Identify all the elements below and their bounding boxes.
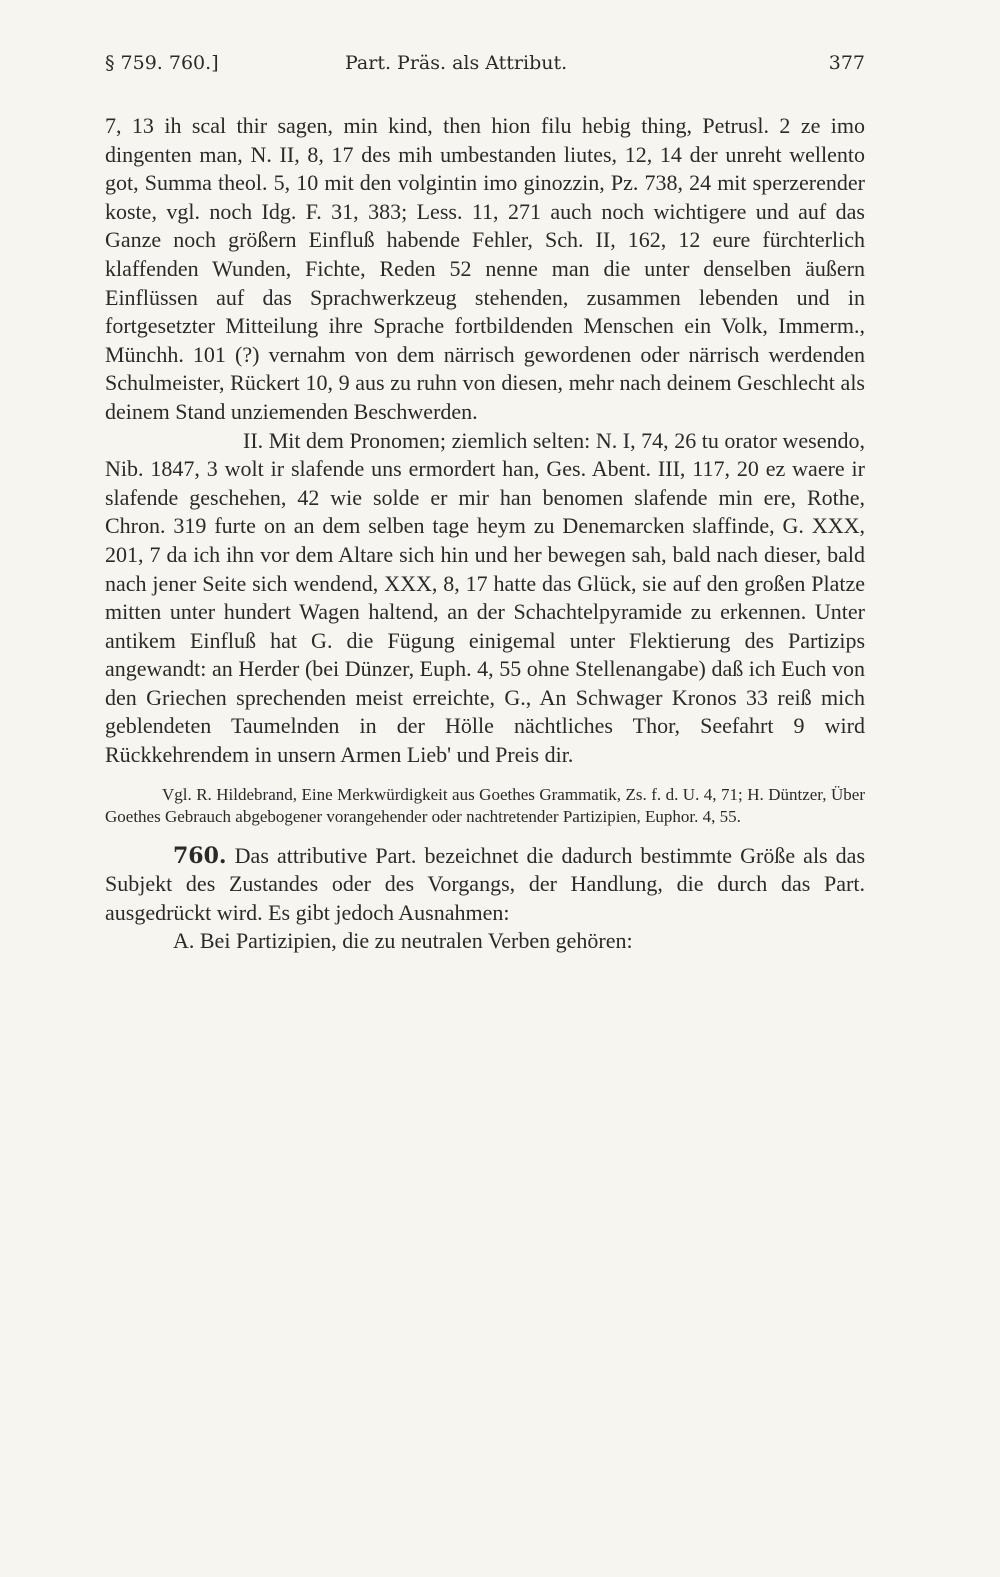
page-number: 377 (828, 52, 865, 74)
section-range: § 759. 760.] (105, 52, 219, 74)
section-760 (105, 842, 865, 928)
section-760-text: Das attributive Part. bezeichnet die dadurch bestimmte Größe als das Subjekt des Zustandes oder des Vorgangs, der Handlung, die durch das Part. ausgedrückt wird. Es gibt jedoch Ausnahmen: (105, 842, 866, 925)
paragraph-pronomen: II. Mit dem Pronomen; ziemlich selten: N. I, 74, 26 tu orator wesendo, Nib. 1847, 3 wolt ir slafende uns ermordert han, Ges. Abent. III, 117, 20 ez waere ir slafende geschehen, 42 wie solde er mir han benomen slafende min ere, Rothe, Chron. 319 furte on an dem selben tage heym zu Denemarcken slaffinde, G. XXX, 201, 7 da ich ihn vor dem Altare sich hin und her bewegen sah, bald nach dieser, bald nach jener Seite sich wendend, XXX, 8, 17 hatte das Glück, sie auf den großen Platze mitten unter hundert Wagen haltend, an der Schachtelpyramide zu erkennen. Unter antikem Einfluß hat G. die Fügung einigemal unter Flektierung des Partizips angewandt: an Herder (bei Dünzer, Euph. 4, 55 ohne Stellenangabe) daß ich Euch von den Griechen sprechenden meist erreichte, G., An Schwager Kronos 33 reiß mich geblendeten Taumelnden in der Hölle nächtliches Thor, Seefahrt 9 wird Rückkehrendem in unsern Armen Lieb' und Preis dir. (105, 427, 865, 768)
running-title: Part. Präs. als Attribut. (345, 52, 568, 74)
bibliographic-note: Vgl. R. Hildebrand, Eine Merkwürdigkeit aus Goethes Grammatik, Zs. f. d. U. 4, 71; H. Düntzer, Über Goethes Gebrauch abgebogener vorangehender oder nachtretender Partizipien, Euphor. 4, 55. (105, 784, 865, 826)
running-header (105, 52, 865, 86)
subsection-a: A. Bei Partizipien, die zu neutralen Verben gehören: (173, 928, 633, 954)
section-number: 760. (173, 842, 227, 869)
main-text (105, 112, 865, 956)
paragraph-examples: 7, 13 ih scal thir sagen, min kind, then hion filu hebig thing, Petrusl. 2 ze imo dingenten man, N. II, 8, 17 des mih umbestanden liutes, 12, 14 der unreht wellento got, Summa theol. 5, 10 mit den volgintin imo ginozzin, Pz. 738, 24 mit sperzerender koste, vgl. noch Idg. F. 31, 383; Less. 11, 271 auch noch wichtigere und auf das Ganze noch größern Einfluß habende Fehler, Sch. II, 162, 12 eure fürchterlich klaffenden Wunden, Fichte, Reden 52 nenne man die unter denselben äußern Einflüssen auf das Sprachwerkzeug stehenden, zusammen lebenden und in fortgesetzter Mitteilung ihre Sprache fortbildenden Menschen ein Volk, Immerm., Münchh. 101 (?) vernahm von dem närrisch gewordenen oder närrisch werdenden Schulmeister, Rückert 10, 9 aus zu ruhn von diesen, mehr nach deinem Geschlecht als deinem Stand unziemenden Beschwerden. (105, 113, 865, 424)
